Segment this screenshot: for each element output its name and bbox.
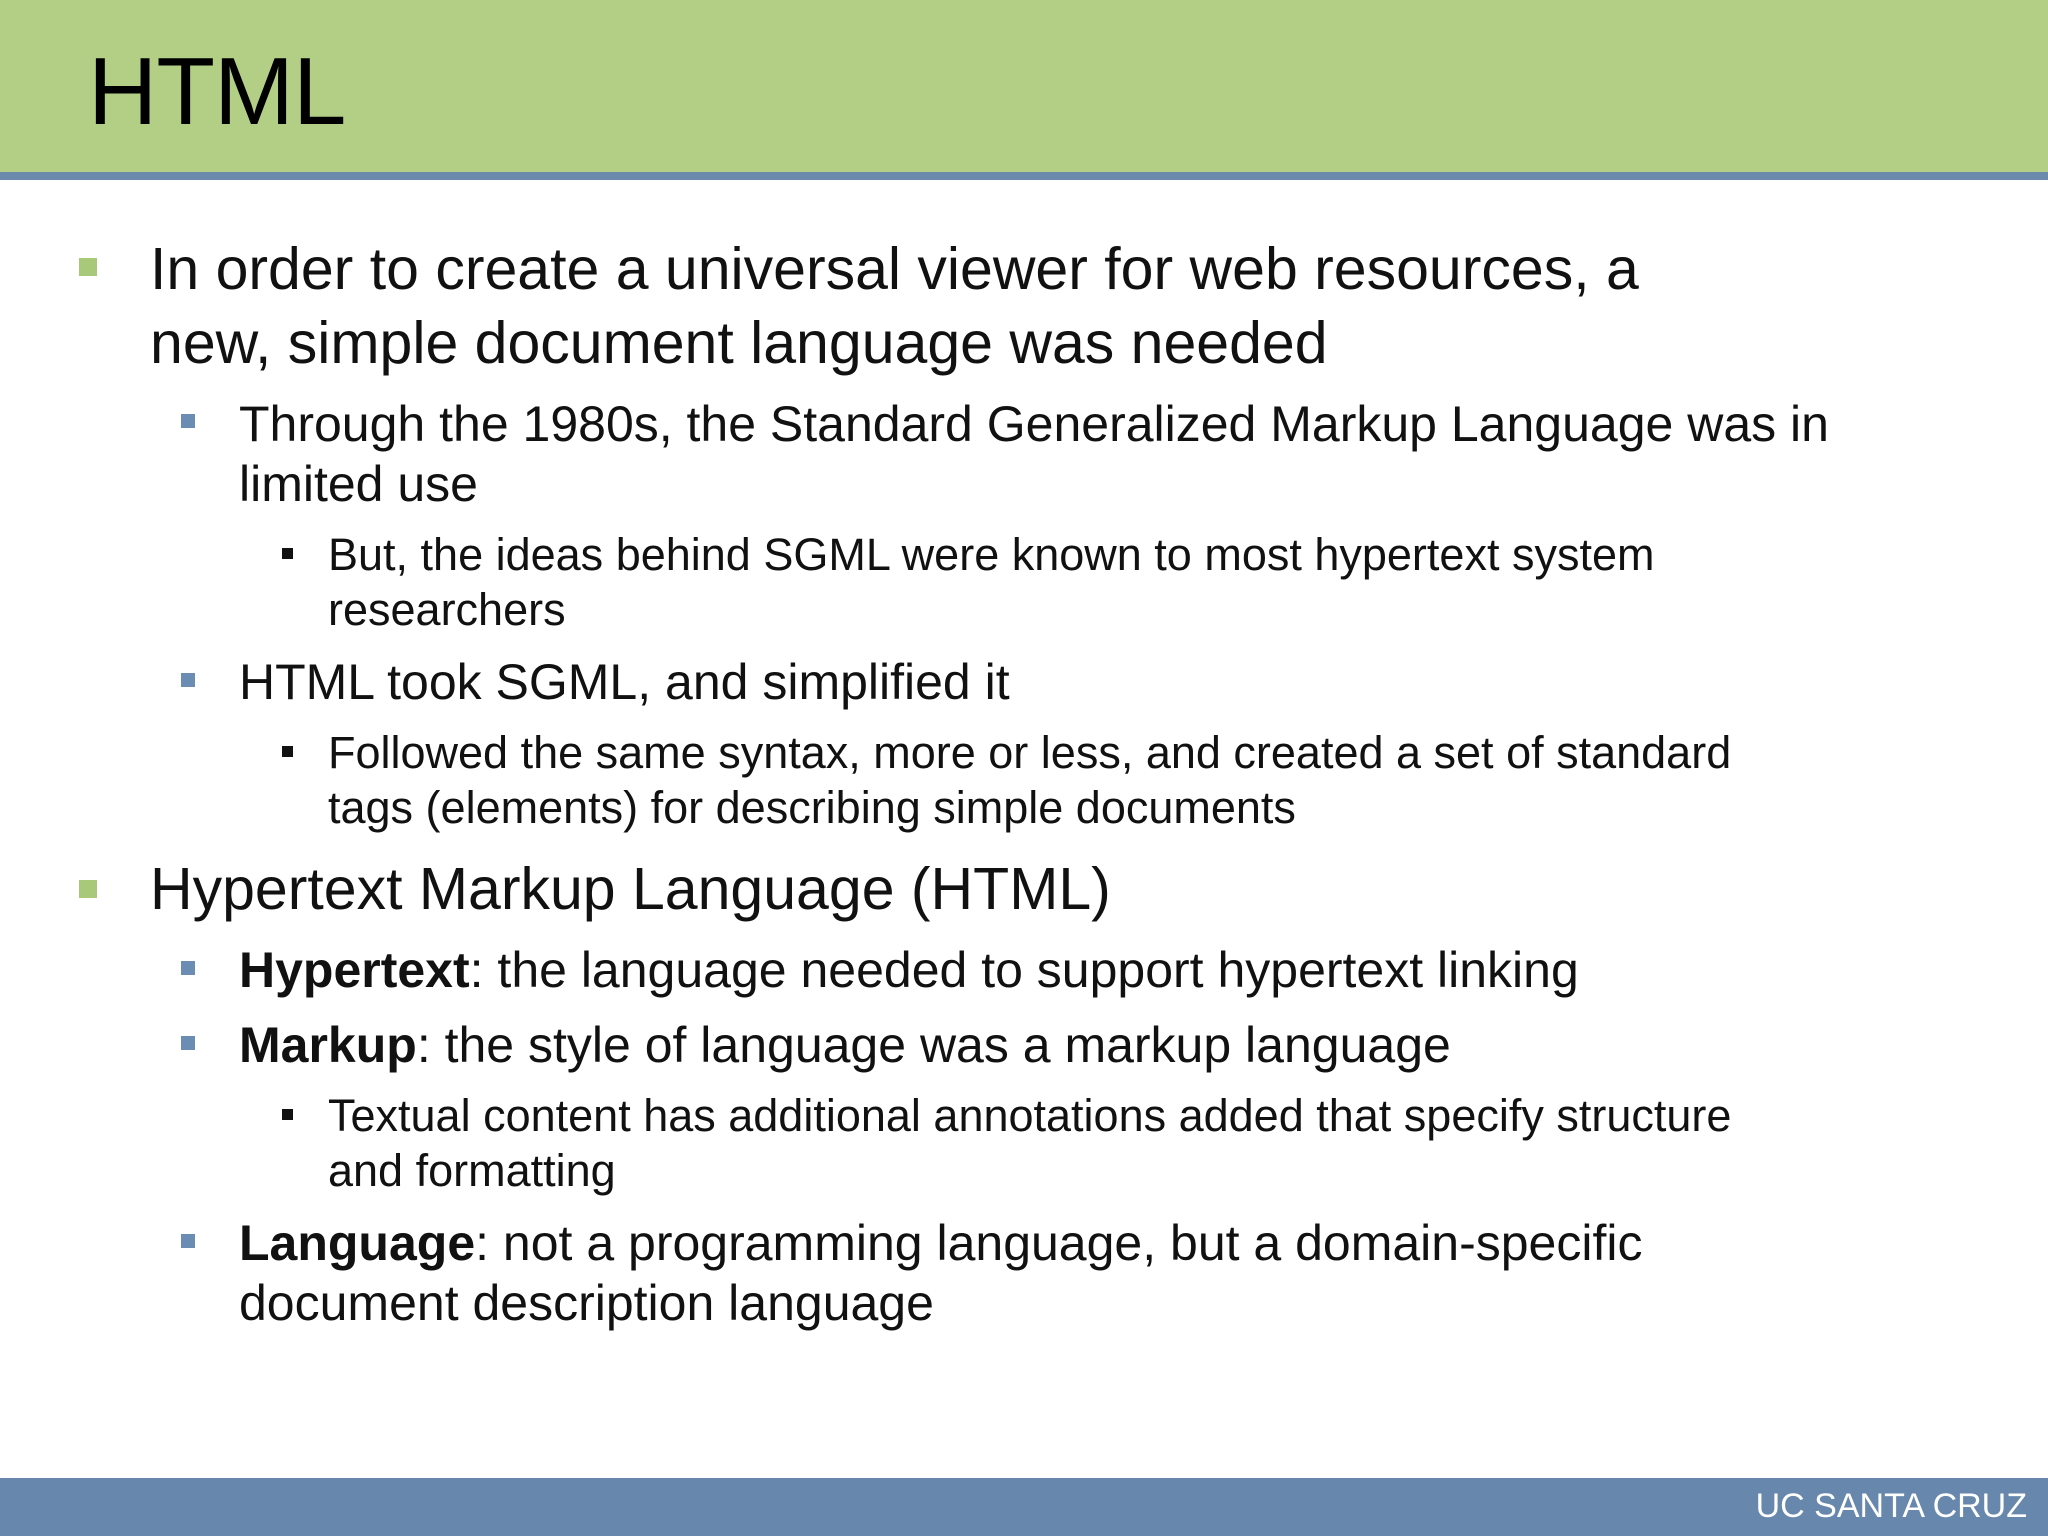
bullet-term: Hypertext [239,942,470,998]
bullet-term: Language [239,1215,476,1271]
square-bullet-icon [282,746,293,757]
square-bullet-icon [181,1234,195,1248]
bullet-term: Markup [239,1017,417,1073]
bullet-text: and formatting [328,1145,616,1196]
square-bullet-icon [181,414,195,428]
bullet-text: new, simple document language was needed [150,310,1328,376]
bullet-text: HTML took SGML, and simplified it [239,654,1010,710]
bullet-text: tags (elements) for describing simple documents [328,782,1296,833]
bullet-text: Hypertext Markup Language (HTML) [150,856,1111,922]
title-divider [0,172,2048,180]
bullet-text: limited use [239,456,478,512]
bullet-text: document description language [239,1275,934,1331]
bullet-definition: : the style of language was a markup language [416,1017,1451,1073]
square-bullet-icon [79,880,97,898]
bullet-text: But, the ideas behind SGML were known to most hypertext system [328,529,1655,580]
square-bullet-icon [79,258,97,276]
footer-label: UC SANTA CRUZ [1755,1487,2027,1525]
bullet-definition: : the language needed to support hypertext linking [469,942,1579,998]
bullet-text: Followed the same syntax, more or less, and created a set of standard [328,727,1732,778]
square-bullet-icon [282,1109,293,1120]
footer-bar [0,1478,2048,1536]
square-bullet-icon [181,673,195,687]
bullet-text [239,1015,1451,1075]
square-bullet-icon [181,961,195,975]
square-bullet-icon [282,548,293,559]
bullet-text [239,940,1579,1000]
bullet-text: Textual content has additional annotations added that specify structure [328,1090,1732,1141]
bullet-text: In order to create a universal viewer for web resources, a [150,236,1639,302]
bullet-text: Through the 1980s, the Standard Generalized Markup Language was in [239,396,1829,452]
square-bullet-icon [181,1036,195,1050]
bullet-definition: : not a programming language, but a domain-specific [475,1215,1643,1271]
bullet-text [239,1213,1642,1273]
bullet-text: researchers [328,584,566,635]
slide-title: HTML [88,38,346,145]
